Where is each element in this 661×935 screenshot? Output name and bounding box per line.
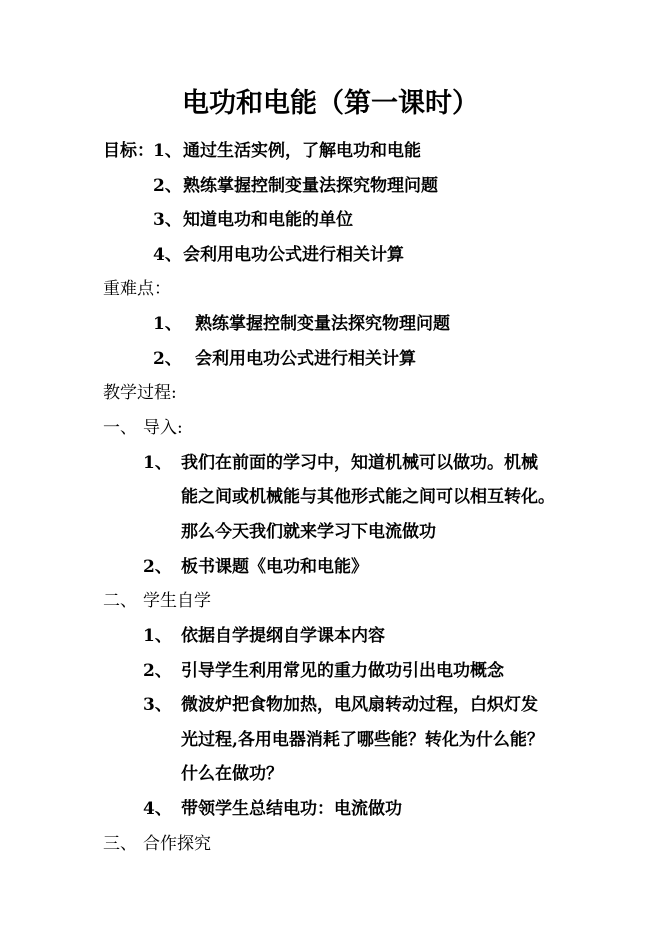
section-title: 合作探究 [143,834,211,854]
step-number: 1、 [143,626,172,646]
goal-text: 会利用电功公式进行相关计算 [183,245,404,265]
step-number: 1、 [143,453,172,473]
step-text-line: 我们在前面的学习中，知道机械可以做功。机械 [181,453,538,473]
process-label: 教学过程: [103,383,177,403]
goal-number: 2、 [153,176,182,196]
goal-number: 4、 [153,245,182,265]
step-text-line: 光过程,各用电器消耗了哪些能？转化为什么能？ [181,730,544,750]
key-point-text: 熟练掌握控制变量法探究物理问题 [195,314,450,334]
section-number: 一、 [103,418,137,438]
step-number: 3、 [143,695,172,715]
step-text-line: 微波炉把食物加热，电风扇转动过程，白炽灯发 [181,695,538,715]
goals-label: 目标： [103,141,154,161]
step-text-line: 引导学生利用常见的重力做功引出电功概念 [181,661,504,681]
step-text-line: 能之间或机械能与其他形式能之间可以相互转化。 [181,487,555,507]
goal-number: 1、 [153,141,182,161]
goal-text: 通过生活实例，了解电功和电能 [183,141,421,161]
page-title: 电功和电能（第一课时） [182,88,479,119]
step-text-line: 板书课题《电功和电能》 [181,557,368,577]
key-point-text: 会利用电功公式进行相关计算 [195,349,416,369]
section-title: 学生自学 [143,591,211,611]
key-points-label: 重难点： [103,279,171,299]
step-number: 4、 [143,799,172,819]
section-number: 二、 [103,591,137,611]
step-number: 2、 [143,661,172,681]
goal-text: 熟练掌握控制变量法探究物理问题 [183,176,438,196]
step-text-line: 带领学生总结电功：电流做功 [181,799,402,819]
section-title: 导入: [143,418,183,438]
key-point-number: 1、 [153,314,182,334]
goal-text: 知道电功和电能的单位 [183,210,353,230]
step-text-line: 什么在做功？ [181,764,283,784]
step-text-line: 那么今天我们就来学习下电流做功 [181,522,436,542]
key-point-number: 2、 [153,349,182,369]
step-number: 2、 [143,557,172,577]
goal-number: 3、 [153,210,182,230]
step-text-line: 依据自学提纲自学课本内容 [181,626,385,646]
section-number: 三、 [103,834,137,854]
